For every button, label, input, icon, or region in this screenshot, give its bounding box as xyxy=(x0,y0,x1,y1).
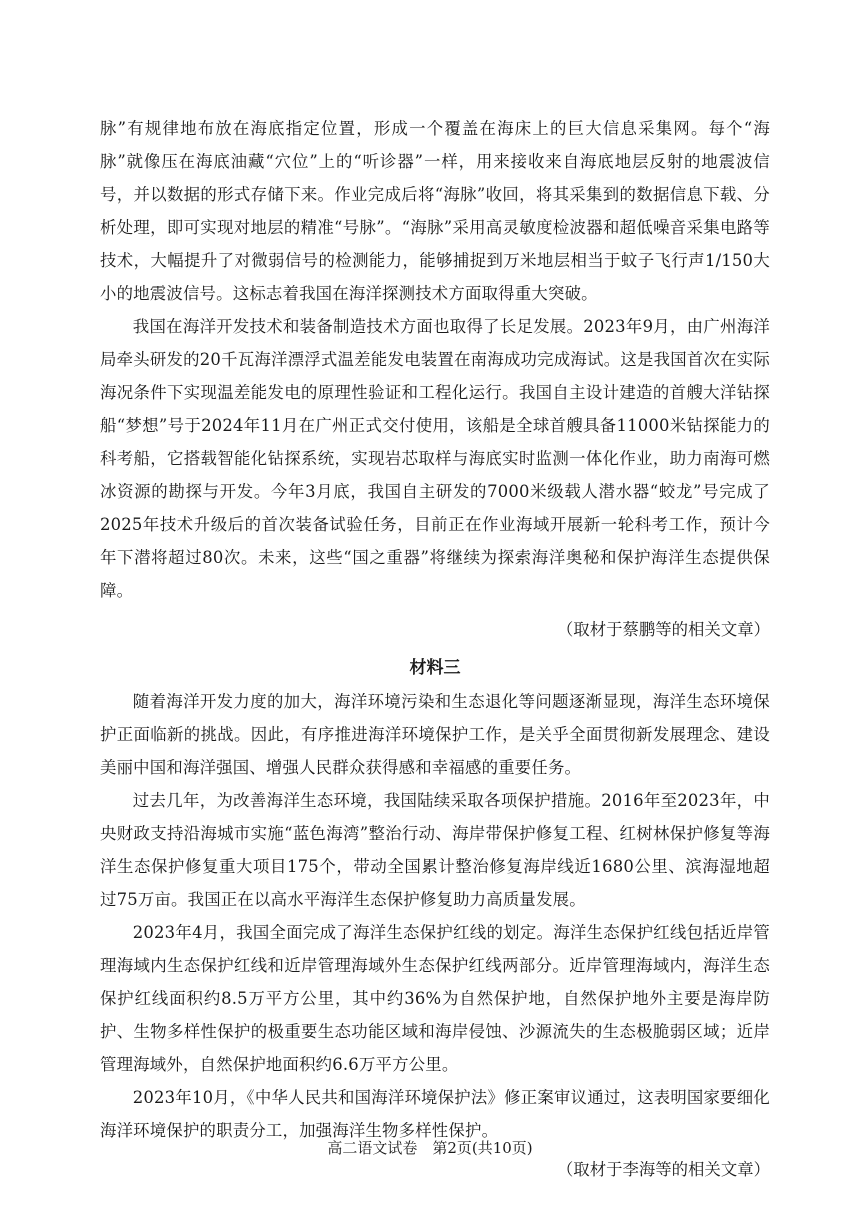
source-citation-2: （取材于李海等的相关文章） xyxy=(556,1160,770,1179)
paragraph-haimai-continued: 脉”有规律地布放在海底指定位置，形成一个覆盖在海床上的巨大信息采集网。每个“海脉”就像压在海底油藏“穴位”上的“听诊器”一样，用来接收来自海底地层反射的地震波信号，并以数据的形式存储下来。作业完成后将“海脉”收回，将其采集到的数据信息下载、分析处理，即可实现对地层的精准“号脉”。“海脉”采用高灵敏度检波器和超低噪音采集电路等技术，大幅提升了对微弱信号的检测能力，能够捕捉到万米地层相当于蚊子飞行声1/150大小的地震波信号。这标志着我国在海洋探测技术方面取得重大突破。 xyxy=(100,119,770,303)
paragraph-law-amendment: 2023年10月，《中华人民共和国海洋环境保护法》修正案审议通过，这表明国家要细化海洋环境保护的职责分工，加强海洋生物多样性保护。 xyxy=(100,1088,770,1140)
page-footer: 高二语文试卷 第2页(共10页) xyxy=(327,1139,533,1157)
paragraph-ocean-challenges: 随着海洋开发力度的加大，海洋环境污染和生态退化等问题逐渐显现，海洋生态环境保护正面临新的挑战。因此，有序推进海洋环境保护工作，是关乎全面贯彻新发展理念、建设美丽中国和海洋强国、增强人民群众获得感和幸福感的重要任务。 xyxy=(100,692,770,777)
paragraph-red-line: 2023年4月，我国全面完成了海洋生态保护红线的划定。海洋生态保护红线包括近岸管理海域内生态保护红线和近岸管理海域外生态保护红线两部分。近岸管理海域内，海洋生态保护红线面积约8.5万平方公里，其中约36%为自然保护地，自然保护地外主要是海岸防护、生物多样性保护的极重要生态功能区域和海岸侵蚀、沙源流失的生态极脆弱区域；近岸管理海域外，自然保护地面积约6.6万平方公里。 xyxy=(100,923,770,1074)
material-3-heading: 材料三 xyxy=(409,658,461,678)
source-citation-1: （取材于蔡鹏等的相关文章） xyxy=(556,620,770,639)
page-content xyxy=(100,112,770,1186)
paragraph-ocean-equipment: 我国在海洋开发技术和装备制造技术方面也取得了长足发展。2023年9月，由广州海洋局牵头研发的20千瓦海洋漂浮式温差能发电装置在南海成功完成海试。这是我国首次在实际海况条件下实现温差能发电的原理性验证和工程化运行。我国自主设计建造的首艘大洋钻探船“梦想”号于2024年11月在广州正式交付使用，该船是全球首艘具备11000米钻探能力的科考船，它搭载智能化钻探系统，实现岩芯取样与海底实时监测一体化作业，助力南海可燃冰资源的勘探与开发。今年3月底，我国自主研发的7000米级载人潜水器“蛟龙”号完成了2025年技术升级后的首次装备试验任务，目前正在作业海域开展新一轮科考工作，预计今年下潜将超过80次。未来，这些“国之重器”将继续为探索海洋奥秘和保护海洋生态提供保障。 xyxy=(100,317,770,600)
paragraph-protection-measures: 过去几年，为改善海洋生态环境，我国陆续采取各项保护措施。2016年至2023年，中央财政支持沿海城市实施“蓝色海湾”整治行动、海岸带保护修复工程、红树林保护修复等海洋生态保护修复重大项目175个，带动全国累计整治修复海岸线近1680公里、滨海湿地超过75万亩。我国正在以高水平海洋生态保护修复助力高质量发展。 xyxy=(100,791,770,909)
